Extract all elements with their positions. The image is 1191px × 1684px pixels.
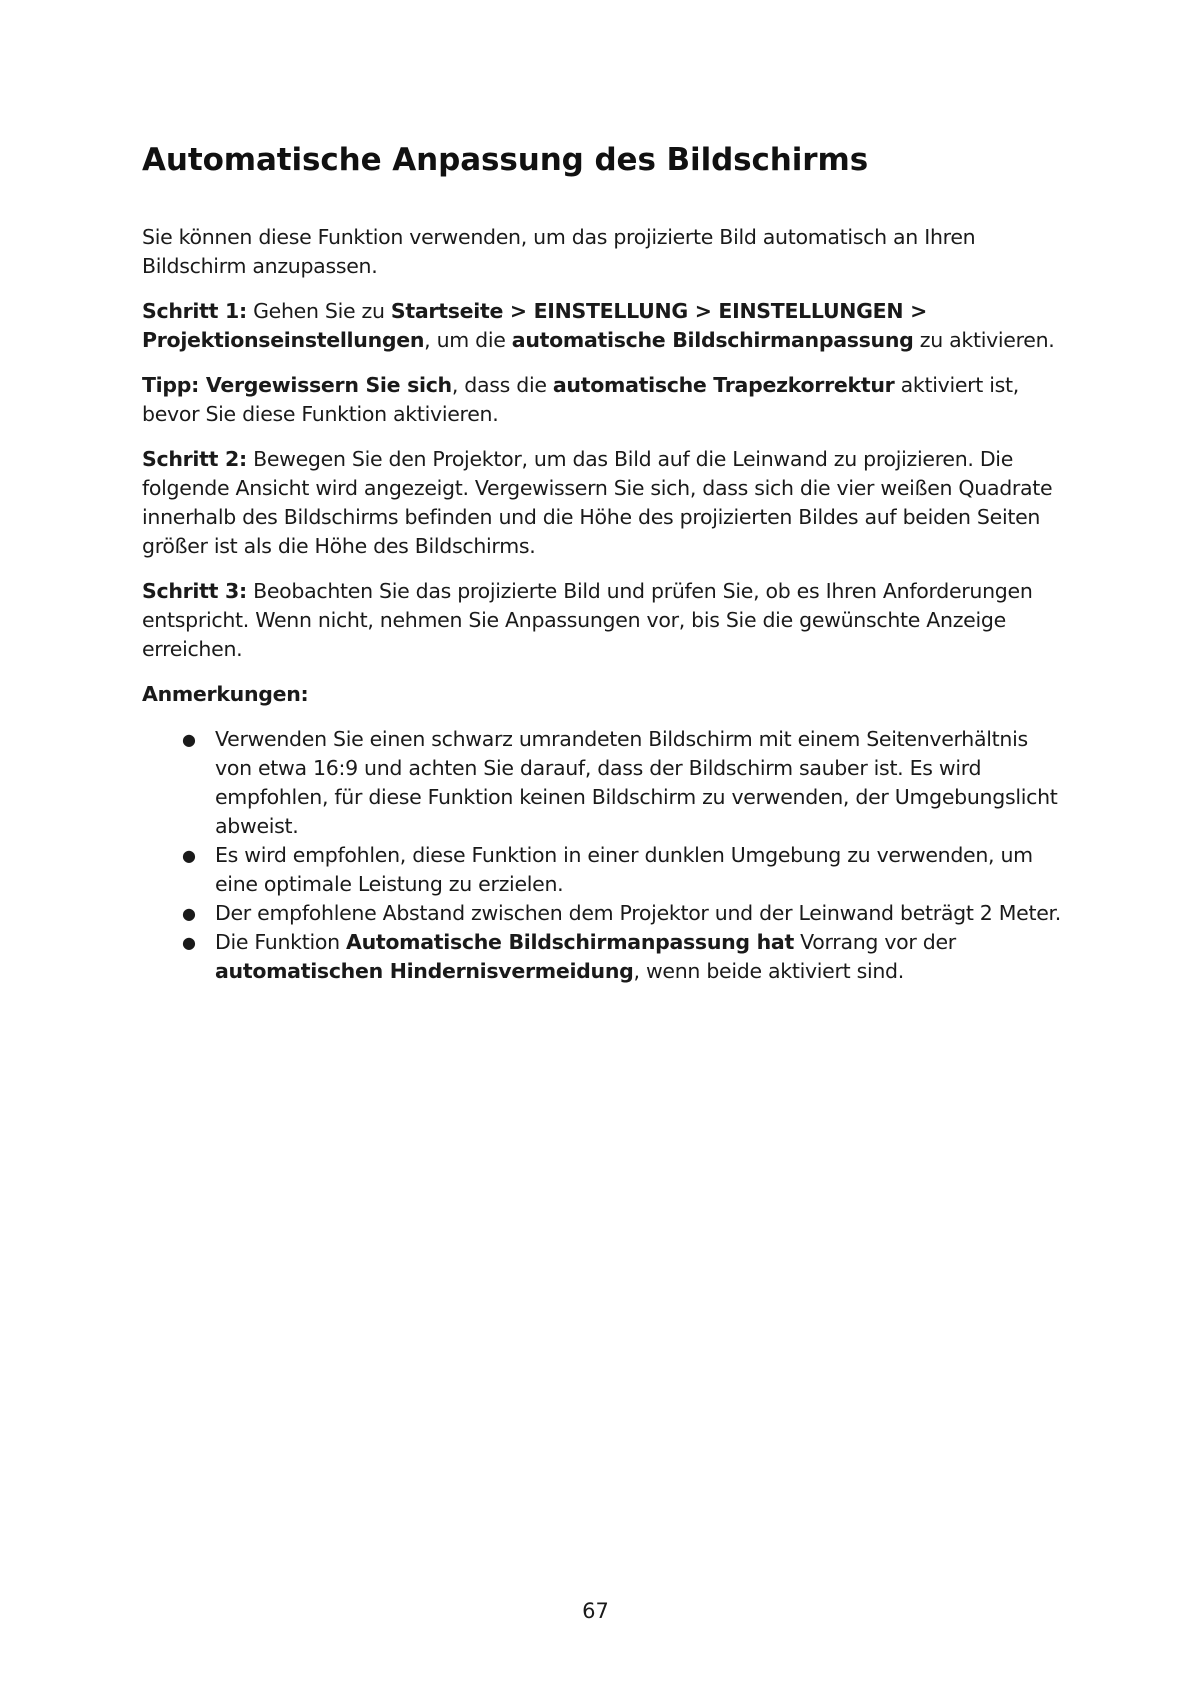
step1-paragraph	[142, 297, 1062, 355]
step3-text: Beobachten Sie das projizierte Bild und prüfen Sie, ob es Ihren Anforderungen entspricht. Wenn nicht, nehmen Sie Anpassungen vor, bis Sie die gewünschte Anzeige erreichen.	[142, 579, 1033, 661]
step1-text-a: Gehen Sie zu	[246, 299, 391, 323]
bullet-icon: ●	[182, 933, 196, 952]
tip-paragraph	[142, 371, 1062, 429]
page-title: Automatische Anpassung des Bildschirms	[142, 142, 869, 178]
page-number: 67	[582, 1599, 609, 1623]
step2-paragraph	[142, 445, 1062, 561]
step1-text-b: , um die	[424, 328, 512, 352]
step2-label: Schritt 2:	[142, 447, 247, 471]
tip-label: Tipp: Vergewissern Sie sich	[142, 373, 452, 397]
list-item	[142, 725, 1062, 841]
note-item-text: Es wird empfohlen, diese Funktion in einer dunklen Umgebung zu verwenden, um eine optimale Leistung zu erzielen.	[215, 843, 1033, 896]
step1-label: Schritt 1:	[142, 299, 247, 323]
step1-feature-name: automatische Bildschirmanpassung	[511, 328, 914, 352]
intro-paragraph: Sie können diese Funktion verwenden, um das projizierte Bild automatisch an Ihren Bildschirm anzupassen.	[142, 225, 976, 278]
tip-text-b: aktiviert ist, bevor Sie diese Funktion aktivieren.	[142, 373, 1019, 426]
step1-menu-path: Startseite > EINSTELLUNG > EINSTELLUNGEN > Projektionseinstellungen	[142, 299, 927, 352]
tip-feature-name: automatische Trapezkorrektur	[552, 373, 895, 397]
step2-text: Bewegen Sie den Projektor, um das Bild auf die Leinwand zu projizieren. Die folgende Ansicht wird angezeigt. Vergewissern Sie sich, dass sich die vier weißen Quadrate innerhalb des Bildschirms befinden und die Höhe des projizierten Bildes auf beiden Seiten größer ist als die Höhe des Bildschirms.	[142, 447, 1053, 558]
note-item4-text-a: Die Funktion	[215, 930, 347, 954]
notes-heading-text: Anmerkungen:	[142, 682, 309, 706]
note-item-text: Der empfohlene Abstand zwischen dem Projektor und der Leinwand beträgt 2 Meter.	[215, 901, 1061, 925]
note-item4-text-b: Vorrang vor der	[793, 930, 956, 954]
page-content	[142, 140, 1062, 986]
note-item4-text-c: , wenn beide aktiviert sind.	[633, 959, 904, 983]
step1-text-c: zu aktivieren.	[913, 328, 1055, 352]
notes-heading	[142, 680, 1062, 709]
list-item	[142, 841, 1062, 899]
note-item-text: Verwenden Sie einen schwarz umrandeten Bildschirm mit einem Seitenverhältnis von etwa 16:9 und achten Sie darauf, dass der Bildschirm sauber ist. Es wird empfohlen, für diese Funktion keinen Bildschirm zu verwenden, der Umgebungslicht abweist.	[215, 727, 1058, 838]
list-item	[142, 899, 1062, 928]
step3-paragraph	[142, 577, 1062, 664]
list-item	[142, 928, 1062, 986]
note-item4-bold-b: automatischen Hindernisvermeidung	[215, 959, 634, 983]
notes-list	[142, 725, 1062, 986]
bullet-icon: ●	[182, 904, 196, 923]
bullet-icon: ●	[182, 846, 196, 865]
bullet-icon: ●	[182, 730, 196, 749]
tip-text-a: , dass die	[451, 373, 553, 397]
note-item4-bold-a: Automatische Bildschirmanpassung hat	[346, 930, 794, 954]
step3-label: Schritt 3:	[142, 579, 247, 603]
